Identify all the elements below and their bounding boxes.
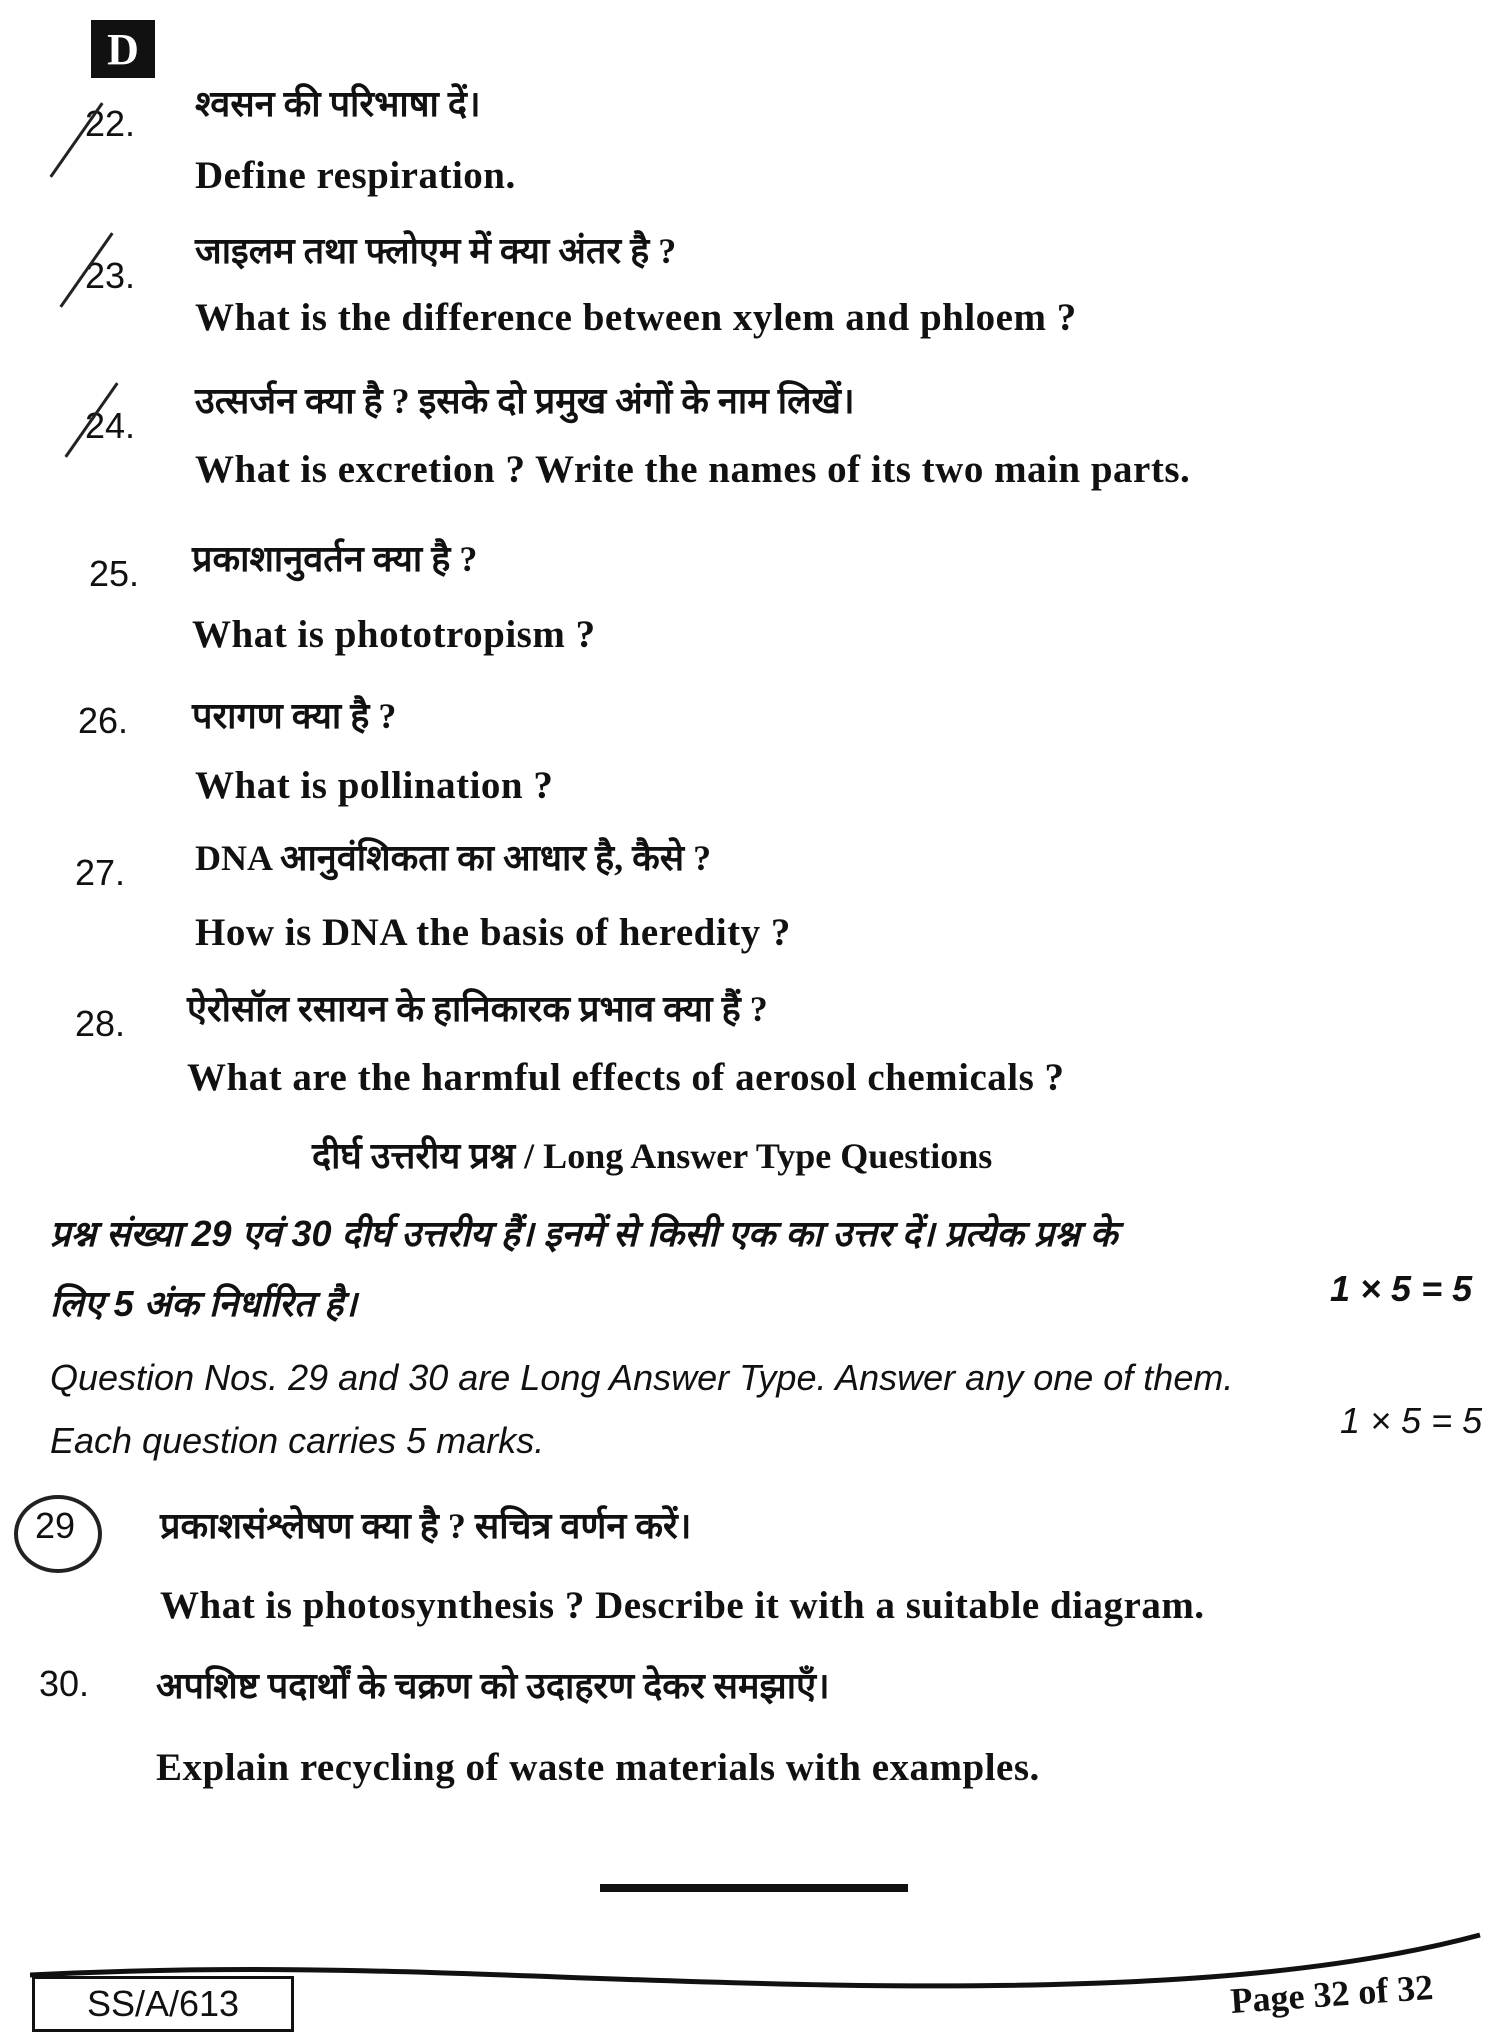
question-english: Explain recycling of waste materials with examples. [156, 1746, 1040, 1789]
question-english: What is pollination ? [195, 764, 554, 807]
question-number: 28. [75, 1003, 126, 1044]
question-number: 27. [75, 852, 126, 893]
question-hindi: उत्सर्जन क्या है ? इसके दो प्रमुख अंगों के नाम लिखें। [195, 381, 855, 421]
section-heading: दीर्घ उत्तरीय प्रश्न / Long Answer Type Questions [312, 1136, 993, 1176]
question-hindi: अपशिष्ट पदार्थों के चक्रण को उदाहरण देकर समझाएँ। [156, 1666, 830, 1706]
question-hindi: जाइलम तथा फ्लोएम में क्या अंतर है ? [195, 231, 677, 271]
question-number: 26. [78, 700, 129, 741]
page-number: Page 32 of 32 [1229, 1966, 1435, 2022]
question-hindi: परागण क्या है ? [192, 696, 397, 736]
instruction-hindi: लिए 5 अंक निर्धारित है। [50, 1283, 357, 1324]
instruction-hindi: प्रश्न संख्या 29 एवं 30 दीर्घ उत्तरीय हैं। इनमें से किसी एक का उत्तर दें। प्रत्येक प्रश्न के [50, 1213, 1118, 1254]
question-english: What are the harmful effects of aerosol chemicals ? [187, 1056, 1065, 1099]
instruction-english: Question Nos. 29 and 30 are Long Answer Type. Answer any one of them. [50, 1357, 1234, 1398]
marks-hindi: 1 × 5 = 5 [1330, 1268, 1473, 1309]
question-english: What is the difference between xylem and phloem ? [195, 296, 1077, 339]
question-number: 24. [85, 405, 136, 446]
paper-code: SS/A/613 [32, 1976, 294, 2032]
section-badge: D [91, 20, 155, 78]
question-hindi: श्वसन की परिभाषा दें। [195, 84, 481, 124]
marks-english: 1 × 5 = 5 [1340, 1400, 1483, 1441]
question-number: 30. [39, 1663, 90, 1704]
question-hindi: प्रकाशसंश्लेषण क्या है ? सचित्र वर्णन करें। [160, 1506, 692, 1546]
question-number: 25. [89, 553, 140, 594]
question-english: What is photosynthesis ? Describe it with a suitable diagram. [160, 1584, 1205, 1627]
question-english: How is DNA the basis of heredity ? [195, 911, 791, 954]
question-hindi: ऐरोसॉल रसायन के हानिकारक प्रभाव क्या हैं ? [187, 989, 768, 1029]
question-english: Define respiration. [195, 154, 516, 197]
question-number: 23. [85, 255, 136, 296]
question-number: 29 [35, 1505, 76, 1546]
question-hindi: प्रकाशानुवर्तन क्या है ? [192, 539, 478, 579]
end-rule [600, 1884, 908, 1892]
instruction-english: Each question carries 5 marks. [50, 1420, 545, 1461]
question-english: What is phototropism ? [192, 613, 596, 656]
question-english: What is excretion ? Write the names of its two main parts. [195, 448, 1191, 491]
question-number: 22. [85, 103, 136, 144]
question-hindi: DNA आनुवंशिकता का आधार है, कैसे ? [195, 838, 712, 878]
